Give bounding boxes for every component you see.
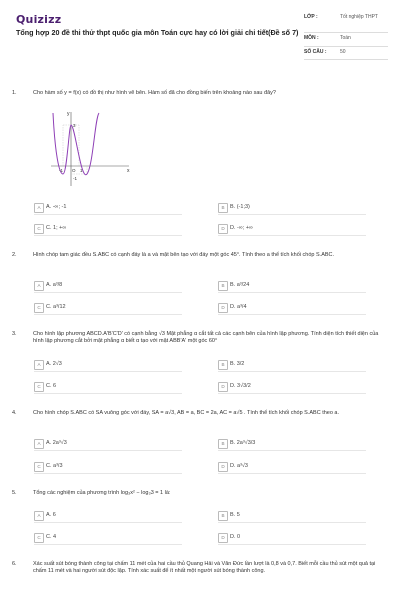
question-text: Cho hàm số y = f(x) có đồ thị như hình vẽ bên. Hàm số đã cho đồng biến trên khoảng nào sau đây?	[33, 90, 276, 96]
option-letter: D	[218, 224, 228, 234]
option-text: A. -∞; -1	[46, 204, 67, 210]
option-underline	[218, 522, 366, 523]
question-text: Tổng các nghiệm của phương trình log₃x² − log₃3 = 1 là:	[33, 490, 171, 496]
option-text: B. 3/2	[230, 361, 245, 367]
option-underline	[34, 393, 182, 394]
option-underline	[218, 292, 366, 293]
option-text: B. 2a³√3/3	[230, 440, 256, 446]
option-letter: A	[34, 203, 44, 213]
option-text: A. 2a³√3	[46, 440, 67, 446]
option-underline	[218, 450, 366, 451]
option-underline	[218, 314, 366, 315]
option-text: A. a³/8	[46, 282, 63, 288]
meta-panel	[304, 12, 388, 60]
question-number: 5.	[12, 490, 17, 496]
question-number: 4.	[12, 410, 17, 416]
question-number: 3.	[12, 331, 17, 337]
option-text: B. (-1;3)	[230, 204, 250, 210]
tick-label: 3	[73, 123, 76, 128]
option-underline	[34, 235, 182, 236]
question-number: 2.	[12, 252, 17, 258]
x-axis-label: x	[127, 168, 130, 174]
option-letter: D	[218, 533, 228, 543]
option-text: A. 2√3	[46, 361, 62, 367]
option-text: D. a³√3	[230, 463, 248, 469]
option-underline	[218, 544, 366, 545]
option-letter: D	[218, 382, 228, 392]
option-underline	[218, 235, 366, 236]
option-underline	[218, 371, 366, 372]
option-text: D. a³/4	[230, 304, 247, 310]
option-text: B. 5	[230, 512, 240, 518]
option-letter: B	[218, 281, 228, 291]
question-number: 1.	[12, 90, 17, 96]
meta-value-grade: Tốt nghiệp THPT	[340, 14, 378, 20]
document-title: Tổng hợp 20 đề thi thử thpt quốc gia môn Toán cực hay có lời giải chi tiết(Đề số 7)	[16, 28, 299, 37]
option-underline	[34, 450, 182, 451]
option-letter: A	[34, 360, 44, 370]
option-letter: A	[34, 439, 44, 449]
option-underline	[218, 393, 366, 394]
option-text: A. 6	[46, 512, 56, 518]
meta-value-subject: Toán	[340, 35, 351, 41]
option-underline	[218, 473, 366, 474]
tick-label: 1	[80, 168, 83, 173]
option-letter: B	[218, 203, 228, 213]
tick-label: -1	[59, 168, 64, 173]
question-text: Cho hình lập phương ABCD.A'B'C'D' có cạnh bằng √3 Mặt phẳng α cắt tất cả các cạnh bên của hình lập phương. Tính diện tích thiết diện của hình lập phương cắt bởi mặt phẳng α biết α tạo với mặt ABB'A' một góc 60°	[33, 331, 379, 344]
option-text: D. 3√3/2	[230, 383, 251, 389]
tick-label: -1	[73, 176, 78, 181]
option-underline	[34, 544, 182, 545]
option-letter: B	[218, 360, 228, 370]
option-letter: A	[34, 511, 44, 521]
option-letter: D	[218, 462, 228, 472]
option-text: D. 0	[230, 534, 241, 540]
meta-row-subject	[304, 33, 388, 47]
meta-row-grade	[304, 12, 388, 33]
option-text: C. a³/12	[46, 304, 66, 310]
option-text: C. 6	[46, 383, 57, 389]
option-text: D. -∞; +∞	[230, 225, 253, 231]
option-underline	[218, 214, 366, 215]
meta-label-grade: LỚP :	[304, 14, 318, 20]
question-text: Cho hình chóp S.ABC có SA vuông góc với đáy, SA = a√3, AB = a, BC = 2a, AC = a√5 . Tính thể tích khối chóp S.ABC theo a.	[33, 410, 340, 416]
quizizz-logo: Quizizz	[16, 13, 62, 26]
option-underline	[34, 473, 182, 474]
question-text: Xác suất sút bóng thành công tại chấm 11 mét của hai cầu thủ Quang Hải và Văn Đức lần lượt là 0,8 và 0,7. Biết mỗi cầu thủ sút một quả tại chấm 11 mét và hai người sút độc lập. Tính xác suất để ít nhất một người sút bóng thành công.	[33, 561, 376, 574]
option-underline	[34, 214, 182, 215]
question-number: 6.	[12, 561, 17, 567]
option-letter: C	[34, 303, 44, 313]
option-underline	[34, 371, 182, 372]
option-letter: C	[34, 224, 44, 234]
option-letter: C	[34, 462, 44, 472]
option-letter: B	[218, 511, 228, 521]
option-underline	[34, 522, 182, 523]
meta-value-count: 50	[340, 49, 346, 55]
document-header	[0, 0, 400, 78]
function-graph	[45, 108, 135, 188]
option-text: C. a³/3	[46, 463, 63, 469]
option-letter: D	[218, 303, 228, 313]
meta-row-count	[304, 47, 388, 60]
option-letter: A	[34, 281, 44, 291]
option-text: C. 1; +∞	[46, 225, 67, 231]
option-underline	[34, 292, 182, 293]
meta-label-count: SỐ CÂU :	[304, 49, 327, 55]
y-axis-label: y	[67, 111, 70, 117]
meta-label-subject: MÔN :	[304, 35, 319, 41]
question-text: Hình chóp tam giác đều S.ABC có cạnh đáy là a và mặt bên tạo với đáy một góc 45°. Tính theo a thể tích khối chóp S.ABC.	[33, 252, 335, 258]
option-text: B. a³/24	[230, 282, 250, 288]
origin-label: O	[72, 168, 76, 173]
option-letter: C	[34, 533, 44, 543]
option-underline	[34, 314, 182, 315]
option-letter: C	[34, 382, 44, 392]
option-text: C. 4	[46, 534, 57, 540]
function-curve	[53, 113, 99, 175]
option-letter: B	[218, 439, 228, 449]
